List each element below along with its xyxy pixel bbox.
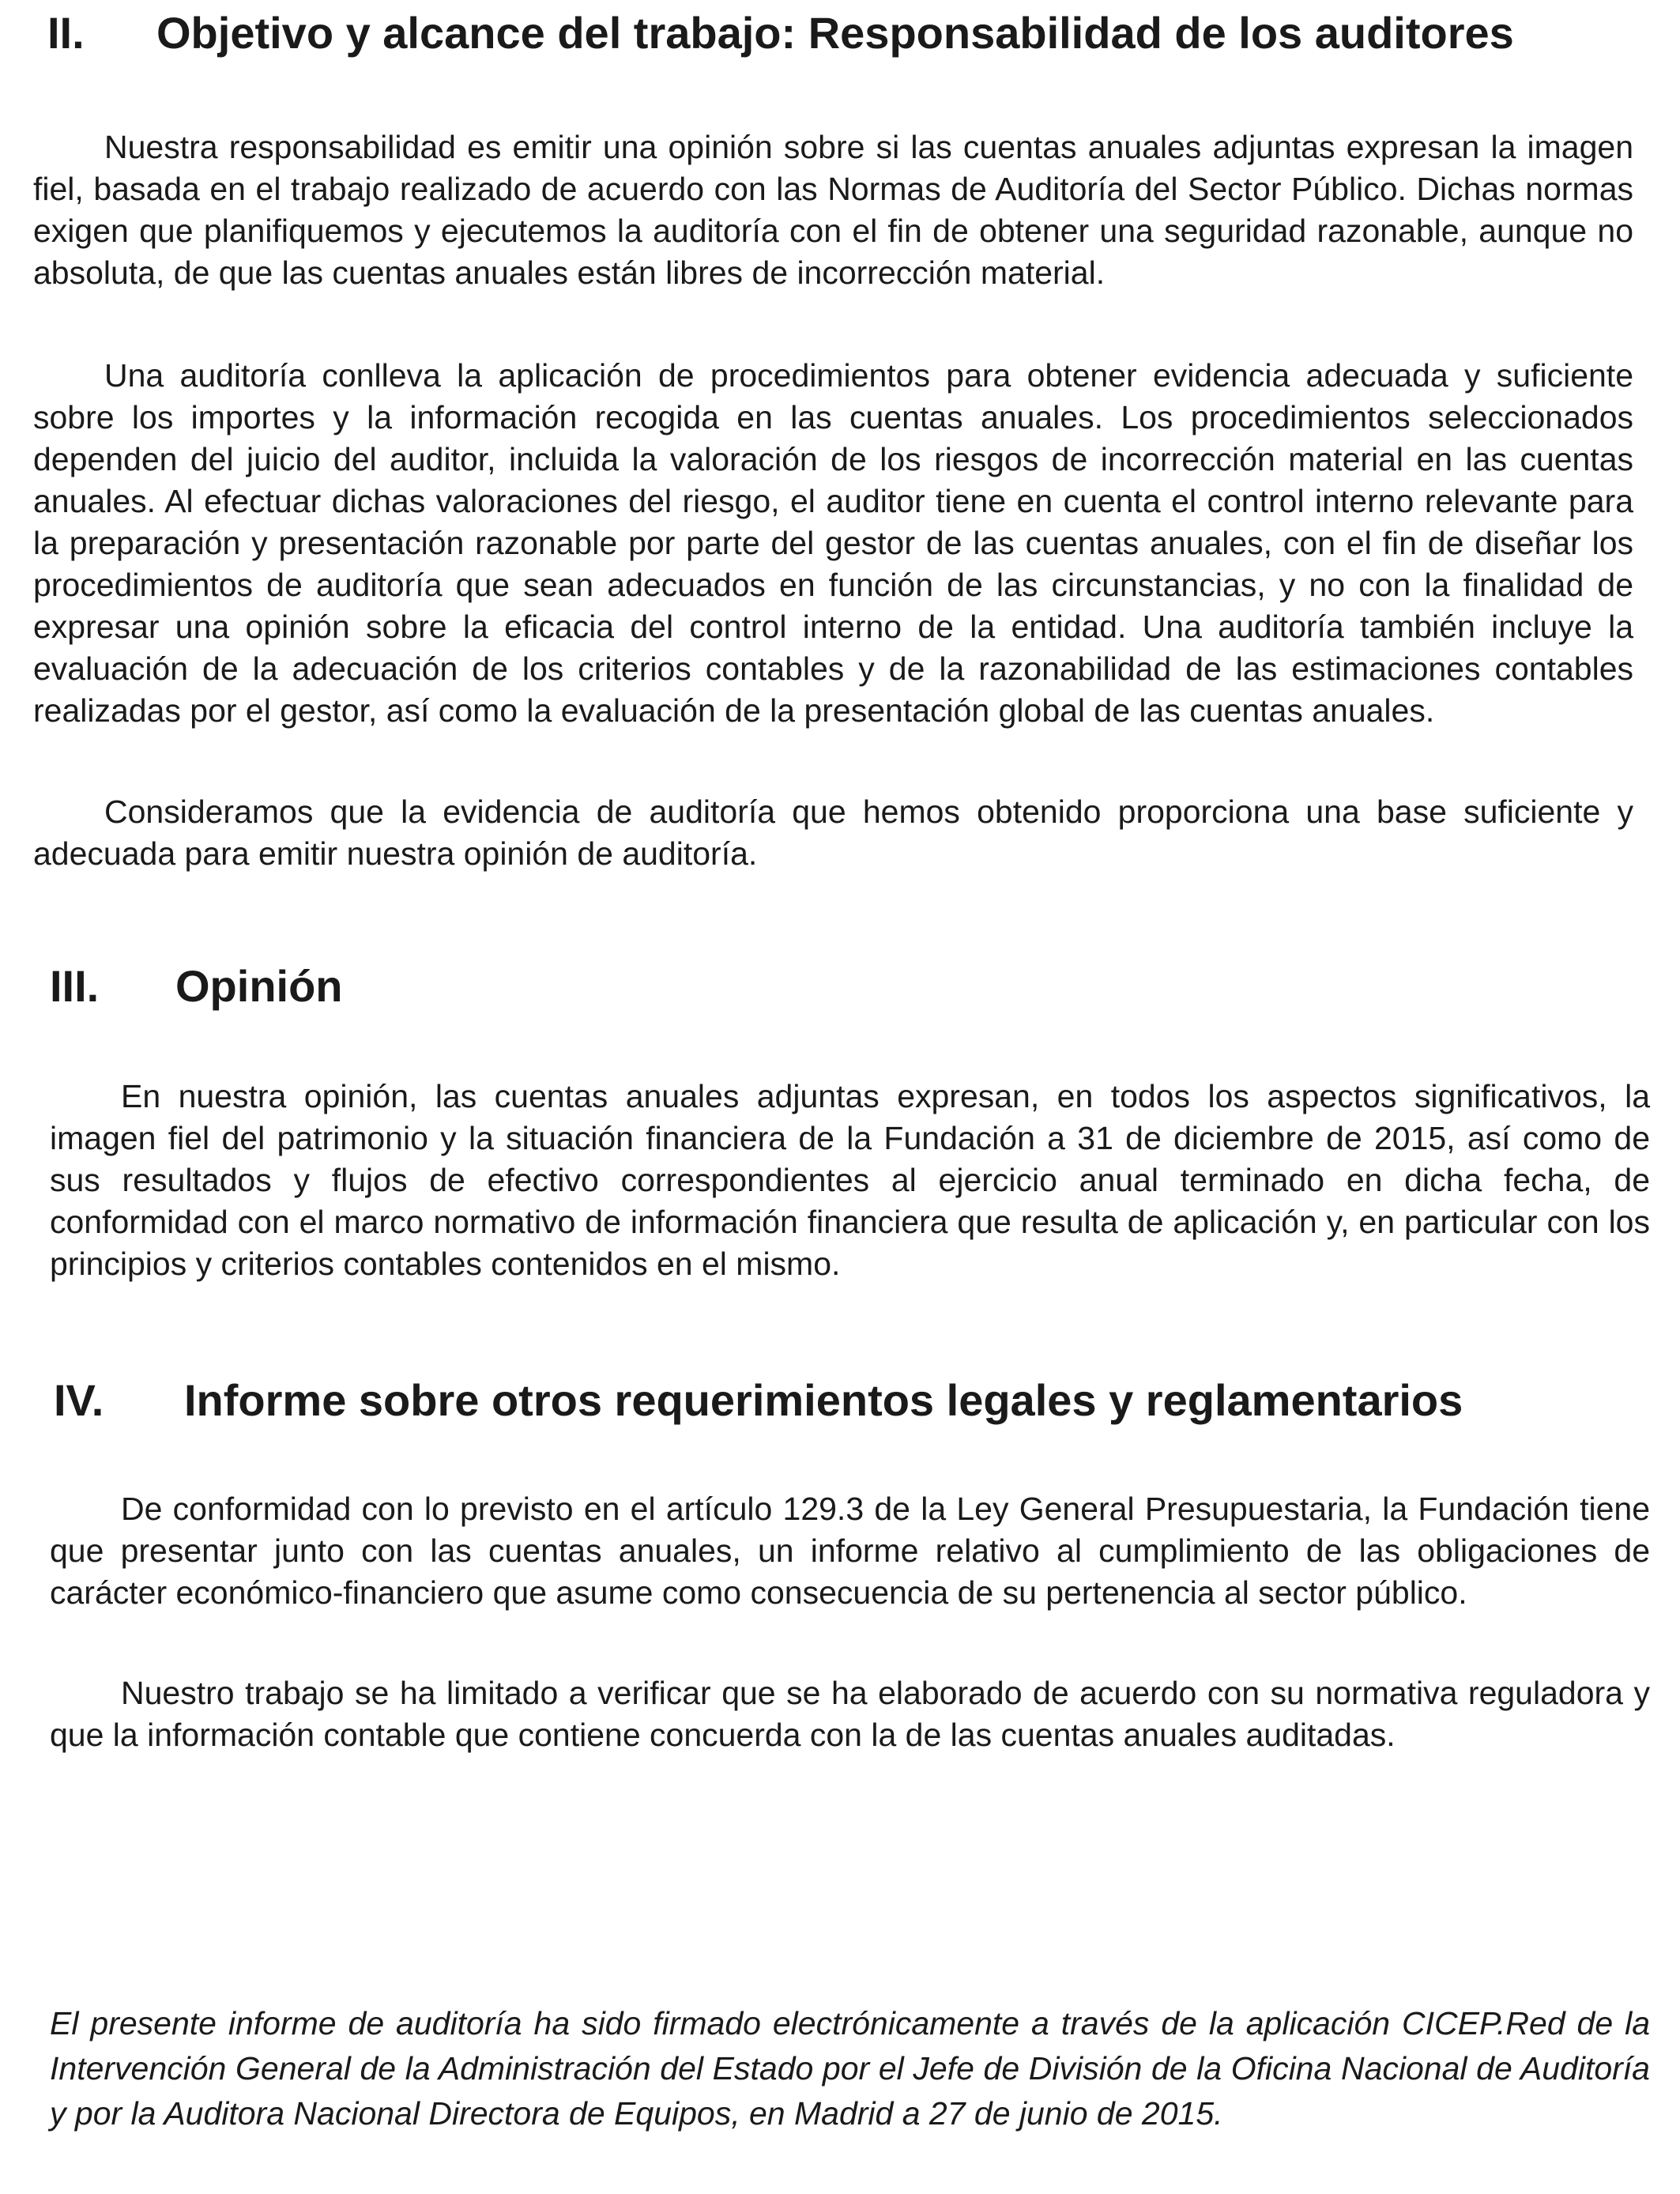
section-ii-paragraph-3: Consideramos que la evidencia de auditoría que hemos obtenido proporciona una base suficiente y adecuada para emitir nuestra opinión de auditoría. [33, 794, 1633, 872]
section-iii-title: Opinión [175, 961, 343, 1011]
electronic-signature-note: El presente informe de auditoría ha sido firmado electrónicamente a través de la aplicación CICEP.Red de la Intervención General de la Administración del Estado por el Jefe de División de la Oficina Nacional de Auditoría y por la Auditora Nacional Directora de Equipos, en Madrid a 27 de junio de 2015. [50, 2005, 1650, 2132]
section-iv-paragraph-2: Nuestro trabajo se ha limitado a verificar que se ha elaborado de acuerdo con su normativa reguladora y que la información contable que contiene concuerda con la de las cuentas anuales auditadas. [50, 1675, 1650, 1753]
section-iv-paragraph-1: De conformidad con lo previsto en el artículo 129.3 de la Ley General Presupuestaria, la Fundación tiene que presentar junto con las cuentas anuales, un informe relativo al cumplimiento de las obligaciones de carácter económico-financiero que asume como consecuencia de su pertenencia al sector público. [50, 1491, 1650, 1611]
section-iv-heading [54, 1375, 1463, 1426]
section-ii-number: II. [47, 8, 85, 58]
section-ii-paragraph-1: Nuestra responsabilidad es emitir una opinión sobre si las cuentas anuales adjuntas expresan la imagen fiel, basada en el trabajo realizado de acuerdo con las Normas de Auditoría del Sector Público. Dichas normas exigen que planifiquemos y ejecutemos la auditoría con el fin de obtener una seguridad razonable, aunque no absoluta, de que las cuentas anuales están libres de incorrección material. [33, 129, 1633, 291]
section-iii-paragraph-1: En nuestra opinión, las cuentas anuales adjuntas expresan, en todos los aspectos significativos, la imagen fiel del patrimonio y la situación financiera de la Fundación a 31 de diciembre de 2015, así como de sus resultados y flujos de efectivo correspondientes al ejercicio anual terminado en dicha fecha, de conformidad con el marco normativo de información financiera que resulta de aplicación y, en particular con los principios y criterios contables contenidos en el mismo. [50, 1078, 1650, 1282]
section-iv-title: Informe sobre otros requerimientos legales y reglamentarios [184, 1375, 1463, 1425]
section-ii-heading [47, 8, 1514, 58]
section-iii-number: III. [50, 961, 100, 1011]
section-iii-heading [50, 961, 343, 1012]
section-ii-title: Objetivo y alcance del trabajo: Responsabilidad de los auditores [156, 8, 1514, 58]
section-ii-paragraph-2: Una auditoría conlleva la aplicación de procedimientos para obtener evidencia adecuada y suficiente sobre los importes y la información recogida en las cuentas anuales. Los procedimientos seleccionados dependen del juicio del auditor, incluida la valoración de los riesgos de incorrección material en las cuentas anuales. Al efectuar dichas valoraciones del riesgo, el auditor tiene en cuenta el control interno relevante para la preparación y presentación razonable por parte del gestor de las cuentas anuales, con el fin de diseñar los procedimientos de auditoría que sean adecuados en función de las circunstancias, y no con la finalidad de expresar una opinión sobre la eficacia del control interno de la entidad. Una auditoría también incluye la evaluación de la adecuación de los criterios contables y de la razonabilidad de las estimaciones contables realizadas por el gestor, así como la evaluación de la presentación global de las cuentas anuales. [33, 357, 1633, 729]
section-iv-number: IV. [54, 1375, 104, 1425]
